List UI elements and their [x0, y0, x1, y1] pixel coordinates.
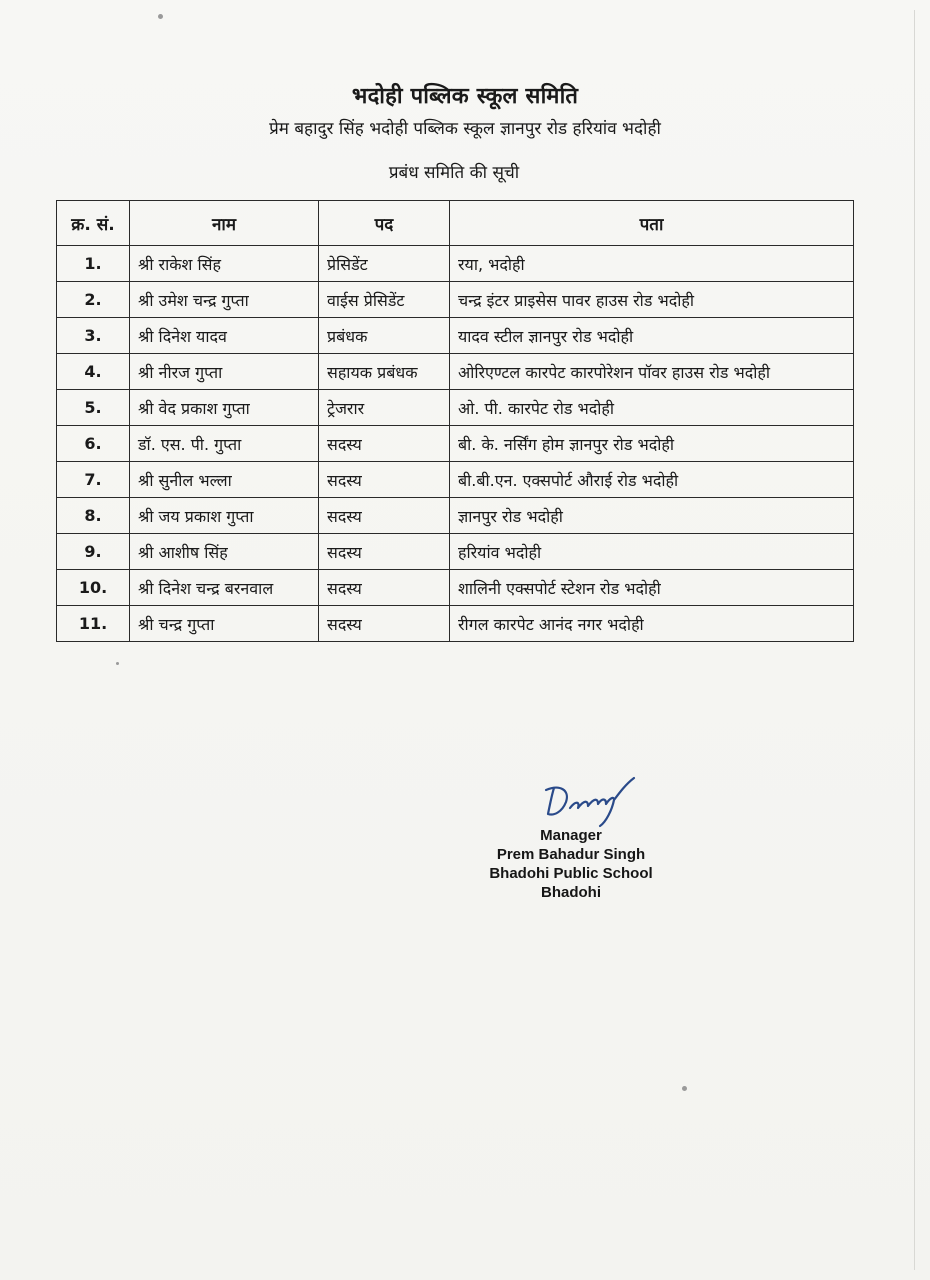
cell-name: श्री नीरज गुप्ता [130, 354, 319, 390]
table-row [57, 426, 854, 462]
cell-address: ज्ञानपुर रोड भदोही [450, 498, 854, 534]
stamp-line: Bhadohi [541, 884, 601, 901]
cell-address: बी.बी.एन. एक्सपोर्ट औराई रोड भदोही [450, 462, 854, 498]
manager-signature [540, 770, 650, 830]
cell-post: सदस्य [319, 606, 450, 642]
cell-post: सहायक प्रबंधक [319, 354, 450, 390]
cell-name: श्री दिनेश यादव [130, 318, 319, 354]
cell-address: हरियांव भदोही [450, 534, 854, 570]
signature-stroke [546, 778, 634, 826]
cell-address: ओ. पी. कारपेट रोड भदोही [450, 390, 854, 426]
manager-stamp [466, 826, 676, 902]
cell-serial: 6. [57, 426, 130, 462]
table-row [57, 354, 854, 390]
cell-name: श्री उमेश चन्द्र गुप्ता [130, 282, 319, 318]
cell-post: प्रेसिडेंट [319, 246, 450, 282]
cell-serial: 9. [57, 534, 130, 570]
cell-name: श्री सुनील भल्ला [130, 462, 319, 498]
paper-speck [682, 1086, 687, 1091]
cell-serial: 5. [57, 390, 130, 426]
cell-post: सदस्य [319, 498, 450, 534]
header-serial: क्र. सं. [57, 201, 130, 246]
cell-serial: 3. [57, 318, 130, 354]
document-subtitle: प्रेम बहादुर सिंह भदोही पब्लिक स्कूल ज्ञानपुर रोड हरियांव भदोही [269, 119, 661, 139]
table-row [57, 462, 854, 498]
cell-address: यादव स्टील ज्ञानपुर रोड भदोही [450, 318, 854, 354]
table-row [57, 534, 854, 570]
cell-post: वाईस प्रेसिडेंट [319, 282, 450, 318]
cell-address: शालिनी एक्सपोर्ट स्टेशन रोड भदोही [450, 570, 854, 606]
cell-post: ट्रेजरार [319, 390, 450, 426]
table-row [57, 282, 854, 318]
cell-address: ओरिएण्टल कारपेट कारपोरेशन पॉवर हाउस रोड भदोही [450, 354, 854, 390]
document-title: भदोही पब्लिक स्कूल समिति [351, 84, 579, 109]
table-row [57, 570, 854, 606]
table-row [57, 246, 854, 282]
cell-post: सदस्य [319, 426, 450, 462]
cell-name: श्री राकेश सिंह [130, 246, 319, 282]
cell-name: श्री चन्द्र गुप्ता [130, 606, 319, 642]
cell-address: चन्द्र इंटर प्राइसेस पावर हाउस रोड भदोही [450, 282, 854, 318]
table-caption: प्रबंध समिति की सूची [388, 163, 520, 183]
table-row [57, 606, 854, 642]
cell-post: सदस्य [319, 534, 450, 570]
paper-speck [116, 662, 119, 665]
cell-address: रीगल कारपेट आनंद नगर भदोही [450, 606, 854, 642]
cell-name: श्री आशीष सिंह [130, 534, 319, 570]
stamp-line: Prem Bahadur Singh [496, 846, 646, 863]
paper-speck [158, 14, 163, 19]
header-address: पता [450, 201, 854, 246]
cell-serial: 1. [57, 246, 130, 282]
cell-serial: 4. [57, 354, 130, 390]
cell-name: श्री जय प्रकाश गुप्ता [130, 498, 319, 534]
cell-name: श्री दिनेश चन्द्र बरनवाल [130, 570, 319, 606]
cell-post: सदस्य [319, 462, 450, 498]
cell-serial: 10. [57, 570, 130, 606]
cell-serial: 2. [57, 282, 130, 318]
table-header-row [57, 201, 854, 246]
cell-serial: 8. [57, 498, 130, 534]
cell-name: श्री वेद प्रकाश गुप्ता [130, 390, 319, 426]
cell-post: सदस्य [319, 570, 450, 606]
page-edge-line [914, 10, 915, 1270]
stamp-line: Bhadohi Public School [489, 865, 653, 882]
table-row [57, 318, 854, 354]
committee-table [56, 200, 854, 642]
cell-address: बी. के. नर्सिंग होम ज्ञानपुर रोड भदोही [450, 426, 854, 462]
cell-address: रया, भदोही [450, 246, 854, 282]
table-row [57, 498, 854, 534]
table-row [57, 390, 854, 426]
cell-name: डॉ. एस. पी. गुप्ता [130, 426, 319, 462]
header-post: पद [319, 201, 450, 246]
cell-serial: 7. [57, 462, 130, 498]
cell-post: प्रबंधक [319, 318, 450, 354]
cell-serial: 11. [57, 606, 130, 642]
header-name: नाम [130, 201, 319, 246]
stamp-line: Manager [540, 827, 602, 844]
